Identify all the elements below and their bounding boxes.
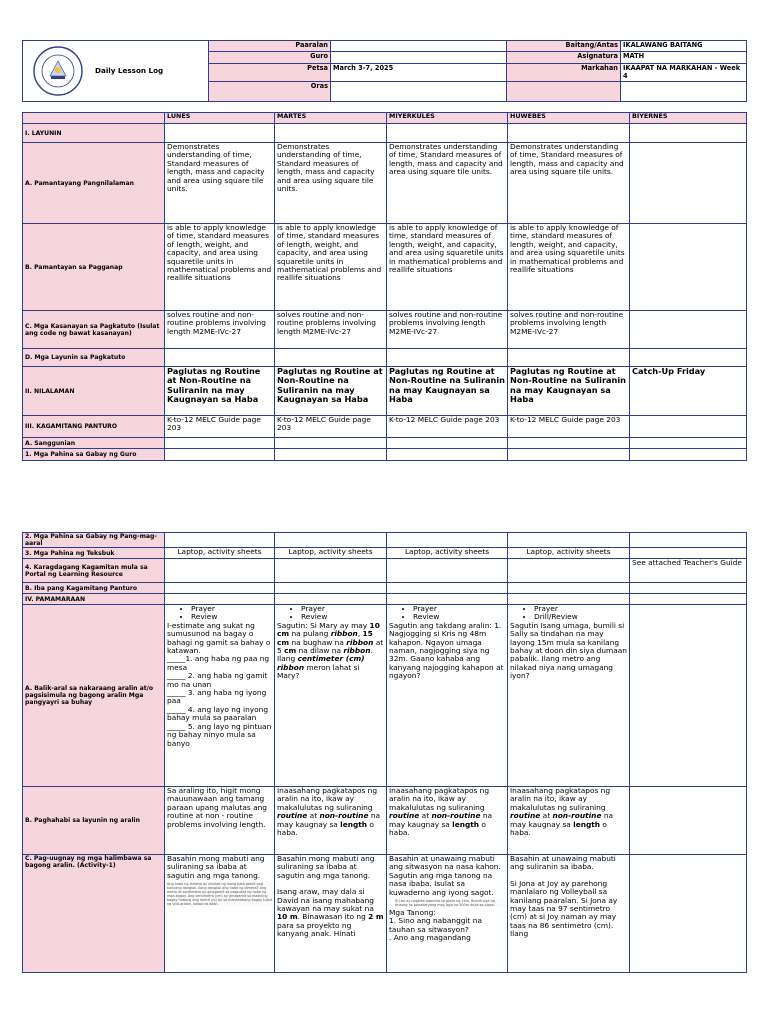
pagganap-lunes: is able to apply knowledge of time, standard measures of length, weight, and capacity, and area using squaretile units in mathematical problems and reallife situations [165,224,275,311]
balik-lunes-item: _____ 4. ang layo ng inyong bahay mula sa paaralan [167,704,269,723]
pamantayang-miyerkules: Demonstrates understanding of time, Standard measures of length, mass and capacity and area using square tile units. [387,143,508,224]
header-table [22,40,747,102]
header-value-petsa: March 3-7, 2025 [331,64,507,82]
kagamitan-lunes: K-to-12 MELC Guide page 203 [165,416,275,438]
kasanayan-huwebes: solves routine and non-routine problems involving length M2ME-IVc-27 [508,311,630,349]
paghahabi-miyerkules: Inaasahang pagkatapos ng aralin na ito, ikaw ay makalulutas ng suliraning routine at non-routine na may kaugnay sa length o haba. [387,787,508,855]
bullet-item: • Prayer [301,605,384,613]
row-label-kasanayan: C. Mga Kasanayan sa Pagkatuto (Isulat ang code ng bawat kasanayan) [23,311,165,349]
nilalaman-miyerkules: Paglutas ng Routine at Non-Routine na Suliranin na may Kaugnayan sa Haba [387,367,508,416]
row-label-pamantayang: A. Pamantayang Pangnilalaman [23,143,165,224]
header-value-markahan: IKAAPAT NA MARKAHAN - Week 4 [621,64,747,82]
pamantayang-lunes: Demonstrates understanding of time, Standard measures of length, mass and capacity and area using square tile units. [165,143,275,224]
pagganap-miyerkules: is able to apply knowledge of time, standard measures of length, weight, and capacity, and area using squaretile units in mathematical problems and reallife situations [387,224,508,311]
teksbuk-martes: Laptop, activity sheets [275,548,387,559]
header-label-asignatura: Asignatura [507,52,621,64]
teksbuk-miyerkules: Laptop, activity sheets [387,548,508,559]
doc-title-label: Daily Lesson Log [95,65,164,75]
header-label-guro: Guro [209,52,331,64]
header-value-blank [621,81,747,101]
kasanayan-miyerkules: solves routine and non-routine problems involving length M2ME-IVc-27 [387,311,508,349]
balik-huwebes-text: Sagutin Isang umaga, bumili si Sally sa tindahan na may layong 15m mula sa kanilang bahay at doon din siya dumaan pabalik. Ilang metro ang nilakad niya nang umagang iyon? [510,620,627,681]
row-label-gabay: 1. Mga Pahina sa Gabay ng Guro [23,449,165,461]
pag-uugnay-huwebes: Basahin at unawaing mabuti ang suliranin sa ibaba. Si Jona at Joy ay parehong manlalaro ng Volleyball sa kanilang paaralan. Si Jona ay may taas na 97 sentimetro (cm) at si Joy naman ay may taas na 86 sentimetro (cm). Ilang [508,855,630,973]
pag-uugnay-miyerkules: Basahin at unawaing mabuti ang sitwasyon na nasa kahon. Sagutin ang mga tanong na nasa ibaba. Isulat sa kuwaderno ang iyong sagot. Si Leo ay nagbike papunta sa plaza ng 1km. Bumili siya ng tinapay sa panaderyang may layo na 500m mula sa plaza. Mga Tanong: 1. Sino ang nabanggit na tauhan sa sitwasyon? . Ano ang magandang [387,855,508,973]
balik-lunes-item: _____ 5. ang layo ng pintuan ng bahay ninyo mula sa banyo [167,721,272,748]
row-label-sanggunian: A. Sanggunian [23,438,165,449]
teksbuk-lunes: Laptop, activity sheets [165,548,275,559]
nilalaman-huwebes: Paglutas ng Routine at Non-Routine na Suliranin na may Kaugnayan sa Haba [508,367,630,416]
situation-image-thumbnail: Si Leo ay nagbike papunta sa plaza ng 1km. Bumili siya ng tinapay sa panaderyang may layo na 500m mula sa plaza. [395,899,505,907]
header-label-petsa: Petsa [209,64,331,82]
header-logo-cell [23,41,209,102]
balik-lunes-item: _____ 3. ang haba ng iyong paa [167,688,267,706]
pag-uugnay-lunes: Basahin mong mabuti ang suliraning sa ibaba at sagutin ang mga tanong. Ang haba ng lamesa ay sinukat ng isang bata gamit ang kanyang dangkal. Ilang dangkal ang haba ng lamesa? Ang metro at sentimetro ay ginagamit sa pagsukat ng haba ng mga bagay. Ang sentimetro (cm) ay ginagamit sa maiikling bagay habang ang metro (m) ay sa mahahabang bagay tulad ng silid-aralan, bakod at daan. [165,855,275,973]
balik-miyerkules-text: Sagutin ang takdang aralin: 1. Nagjogging si Kris ng 48m kahapon. Ngayon umaga naman, nagjogging siya ng 32m. Gaano kahaba ang kanyang najogging kahapon at ngayon? [389,620,504,681]
row-label-tiyak: D. Mga Layunin sa Pagkatuto [23,349,165,367]
header-value-paaralan [331,41,507,52]
kagamitan-huwebes: K-to-12 MELC Guide page 203 [508,416,630,438]
day-header-biyernes: BIYERNES [630,113,747,124]
bullet-item: • Review [301,613,384,621]
kagamitan-miyerkules: K-to-12 MELC Guide page 203 [387,416,508,438]
row-label-teksbuk: 3. Mga Pahina ng Teksbuk [23,548,165,559]
header-value-oras [331,81,507,101]
row-label-nilalaman: II. NILALAMAN [23,367,165,416]
activity-image-thumbnail: Ang haba ng lamesa ay sinukat ng isang bata gamit ang kanyang dangkal. Ilang dangkal ang haba ng lamesa? Ang metro at sentimetro ay ginagamit sa pagsukat ng haba ng mga bagay. Ang sentimetro (cm) ay ginagamit sa maiikling bagay habang ang metro (m) ay sa mahahabang bagay tulad ng silid-aralan, bakod at daan. [167,882,272,907]
day-header-blank [23,113,165,124]
balik-huwebes [508,605,630,787]
nilalaman-martes: Paglutas ng Routine at Non-Routine na Suliranin na may Kaugnayan sa Haba [275,367,387,416]
row-label-balik: A. Balik-aral sa nakaraang aralin at/o pagsisimula ng bagong aralin Mga pangyayri sa buhay [23,605,165,787]
paghahabi-huwebes: Inaasahang pagkatapos ng aralin na ito, ikaw ay makalulutas ng suliraning routine at non-routine na may kaugnay sa length o haba. [508,787,630,855]
lesson-table-2 [22,532,747,973]
kagamitan-martes: K-to-12 MELC Guide page 203 [275,416,387,438]
day-header-lunes: LUNES [165,113,275,124]
kagamitan-biyernes [630,416,747,438]
balik-martes [275,605,387,787]
bullet-item: • Prayer [191,605,272,613]
pamantayang-huwebes: Demonstrates understanding of time, Standard measures of length, mass and capacity and area using square tile units. [508,143,630,224]
header-label-blank [507,81,621,101]
row-label-gabay2: 2. Mga Pahina sa Gabay ng Pang-mag-aaral [23,533,165,548]
header-value-guro [331,52,507,64]
header-label-markahan: Markahan [507,64,621,82]
row-label-paghahabi: B. Paghahabi sa layunin ng aralin [23,787,165,855]
deped-logo-icon [25,45,87,97]
bullet-item: • Prayer [413,605,505,613]
header-value-baitang: IKALAWANG BAITANG [621,41,747,52]
row-label-layunin: I. LAYUNIN [23,124,165,143]
pagganap-biyernes [630,224,747,311]
day-header-martes: MARTES [275,113,387,124]
nilalaman-biyernes: Catch-Up Friday [630,367,747,416]
balik-miyerkules [387,605,508,787]
bullet-item: • Prayer [534,605,627,613]
pamantayang-martes: Demonstrates understanding of time, Standard measures of length, mass and capacity and area using square tile units. [275,143,387,224]
header-label-paaralan: Paaralan [209,41,331,52]
balik-lunes [165,605,275,787]
row-label-pamamaraan: IV. PAMAMARAAN [23,594,165,605]
lesson-table-1 [22,112,747,461]
bullet-item: • Review [413,613,505,621]
nilalaman-lunes: Paglutas ng Routine at Non-Routine na Suliranin na may Kaugnayan sa Haba [165,367,275,416]
balik-lunes-item: _____ 2. ang haba ng gamit mo na unan [167,671,268,689]
pagganap-martes: is able to apply knowledge of time, standard measures of length, weight, and capacity, and area using squaretile units in mathematical problems and reallife situations [275,224,387,311]
kasanayan-biyernes [630,311,747,349]
balik-lunes-text: I-estimate ang sukat ng sumusunod na bagay o bahagi ng gamit sa bahay o katawan. [167,620,271,656]
balik-martes-text: Sagutin: Si Mary ay may 10 cm na pulang ribbon, 15 cm na bughaw na ribbon at 5 cm na dilaw na ribbon. Ilang centimeter (cm) ribbon meron lahat si Mary? [277,620,384,681]
kasanayan-lunes: solves routine and non-routine problems involving length M2ME-IVc-27 [165,311,275,349]
row-label-pagganap: B. Pamantayan sa Pagganap [23,224,165,311]
header-label-oras: Oras [209,81,331,101]
teksbuk-biyernes [630,548,747,559]
karagdagang-biyernes: See attached Teacher's Guide [630,559,747,583]
paghahabi-lunes: Sa araling ito, higit mong mauunawaan ang tamang paraan upang malutas ang routine at non - routine problems involving length. [165,787,275,855]
row-label-kagamitan: III. KAGAMITANG PANTURO [23,416,165,438]
row-label-pag-uugnay: C. Pag-uugnay ng mga halimbawa sa bagong aralin. (Activity-1) [23,855,165,973]
bullet-item: • Review [191,613,272,621]
day-header-miyerkules: MIYERKULES [387,113,508,124]
kasanayan-martes: solves routine and non-routine problems involving length M2ME-IVc-27 [275,311,387,349]
header-label-baitang: Baitang/Antas [507,41,621,52]
balik-lunes-item: _____1. ang haba ng paa ng mesa [167,654,270,672]
paghahabi-martes: Inaasahang pagkatapos ng aralin na ito, ikaw ay makalulutas ng suliraning routine at non-routine na may kaugnay sa length o haba. [275,787,387,855]
row-label-iba: B. Iba pang Kagamitang Panturo [23,583,165,594]
header-value-asignatura: MATH [621,52,747,64]
day-header-huwebes: HUWEBES [508,113,630,124]
pag-uugnay-martes: Basahin mong mabuti ang suliraning sa ibaba at sagutin ang mga tanong. Isang araw, may dala si David na isang mahabang kawayan na may sukat na 10 m. Binawasan ito ng 2 m para sa proyekto ng kanyang anak. Hinati [275,855,387,973]
row-label-karagdagang: 4. Karagdagang Kagamitan mula sa Portal ng Learning Resource [23,559,165,583]
pamantayang-biyernes [630,143,747,224]
teksbuk-huwebes: Laptop, activity sheets [508,548,630,559]
pagganap-huwebes: is able to apply knowledge of time, standard measures of length, weight, and capacity, and area using squaretile units in mathematical problems and reallife situations [508,224,630,311]
bullet-item: • Drill/Review [534,613,627,621]
